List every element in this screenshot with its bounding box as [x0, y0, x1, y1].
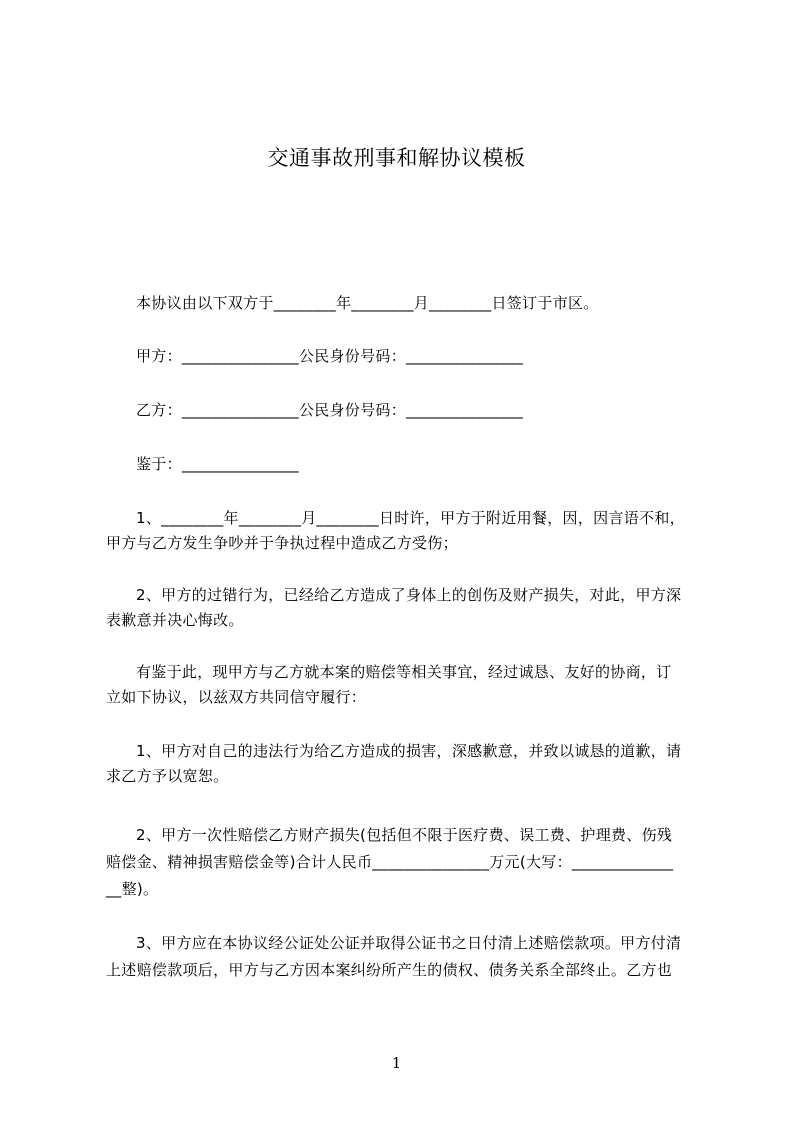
clause-2-line-3: __整)。: [106, 880, 159, 898]
clause-1-line-2: 求乙方予以宽恕。: [106, 767, 229, 785]
agreement-intro: 本协议由以下双方于________年________月________日签订于市区。: [136, 294, 599, 312]
recital-1-line-1: 1、________年________月________日时许，甲方于附近用餐，因，因言语不和，: [136, 509, 685, 527]
clause-3-line-1: 3、甲方应在本协议经公证处公证并取得公证书之日付清上述赔偿款项。甲方付清: [136, 934, 682, 952]
clause-1-line-1: 1、甲方对自己的违法行为给乙方造成的损害，深感歉意，并致以诚恳的道歉，请: [136, 742, 682, 760]
clause-2-line-2: 赔偿金、精神损害赔偿金等)合计人民币_______________万元(大写：_____________: [106, 853, 674, 871]
party-a-line: 甲方：_______________公民身份号码：_______________: [136, 347, 524, 365]
clause-2-line-1: 2、甲方一次性赔偿乙方财产损失(包括但不限于医疗费、误工费、护理费、伤残: [136, 826, 673, 844]
recital-2-line-1: 2、甲方的过错行为，已经给乙方造成了身体上的创伤及财产损失，对此，甲方深: [136, 586, 682, 604]
recital-2-line-2: 表歉意并决心悔改。: [106, 611, 244, 629]
page-number: 1: [391, 1054, 402, 1072]
party-b-line: 乙方：_______________公民身份号码：_______________: [136, 401, 524, 419]
preamble-line-1: 有鉴于此，现甲方与乙方就本案的赔偿等相关事宜，经过诚恳、友好的协商，订: [136, 663, 672, 681]
preamble-line-2: 立如下协议，以兹双方共同信守履行：: [106, 688, 367, 706]
recital-1-line-2: 甲方与乙方发生争吵并于争执过程中造成乙方受伤；: [106, 534, 458, 552]
whereas-line: 鉴于：_______________: [136, 455, 299, 473]
clause-3-line-2: 上述赔偿款项后，甲方与乙方因本案纠纷所产生的债权、债务关系全部终止。乙方也: [106, 961, 673, 979]
page-title: 交通事故刑事和解协议模板: [267, 146, 526, 170]
